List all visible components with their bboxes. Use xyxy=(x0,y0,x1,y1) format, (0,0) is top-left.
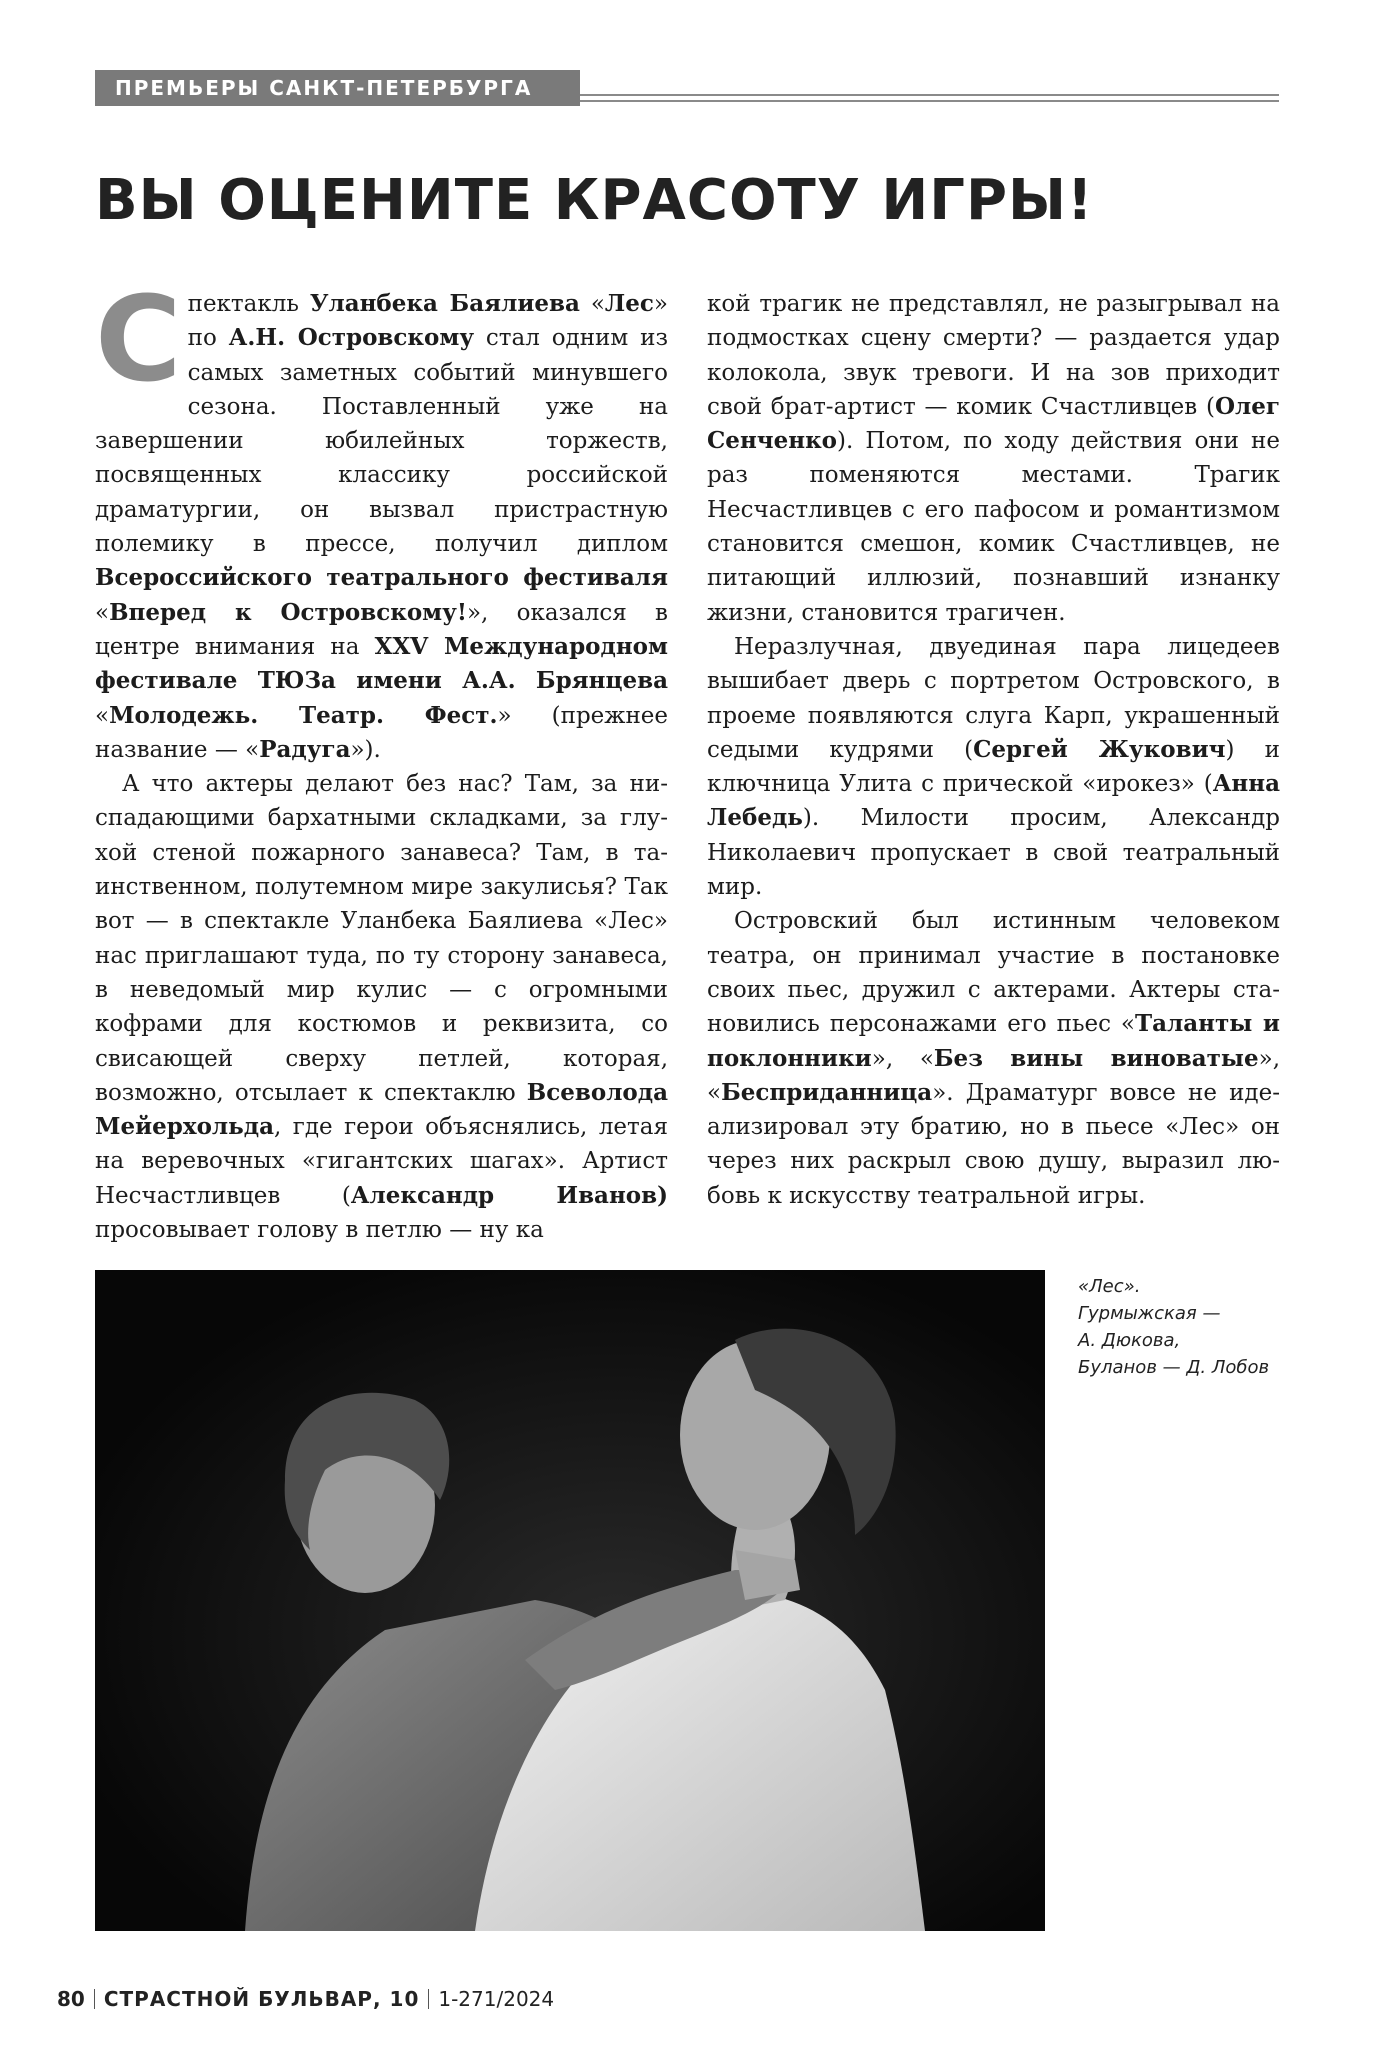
bold-run: Без вины виноватые xyxy=(933,1044,1259,1072)
bold-run: Молодежь. Театр. Фест. xyxy=(109,701,498,729)
article-paragraph xyxy=(707,630,1280,904)
text-run: « xyxy=(95,599,110,626)
bold-run: Анна Лебедь xyxy=(707,770,1280,832)
text-run: кой трагик не представлял, не разыгрывал на подмостках сцену смерти? — раздается удар колокола, звук тревоги. И на зов приходит свой брат-артист — комик Счастливцев ( xyxy=(707,291,1280,420)
article-paragraph xyxy=(95,767,668,1247)
bold-run: Уланбека Баялиева xyxy=(309,290,580,317)
text-run: пектакль xyxy=(187,291,310,317)
text-run: ». Драматург вовсе не идеализировал эту братию, но в пьесе «Лес» он через них раскрыл свою душу, выразил любовь к искусству театральной игры. xyxy=(707,1079,1280,1209)
text-run: « xyxy=(579,291,605,317)
text-run: ) и ключница Улита с прической «ирокез» ( xyxy=(707,736,1280,798)
text-run: », « xyxy=(707,1045,1281,1106)
article-column-right xyxy=(707,287,1280,1213)
photo-caption xyxy=(1078,1273,1288,1381)
caption-line: «Лес». xyxy=(1078,1276,1141,1297)
bold-run: Всероссийского театрального фестиваля xyxy=(95,564,668,592)
article-paragraph xyxy=(707,287,1280,630)
header-rule xyxy=(580,100,1279,102)
drop-cap: С xyxy=(95,270,182,408)
page-number: 80 xyxy=(57,1987,85,2011)
text-run: ). Потом, по ходу действия они не раз поменяются местами. Трагик Несчастливцев с его пафосом и романтизмом становится смешон, комик Счастливцев, не питающий иллюзий, познавший изнанку жизни, становится трагичен. xyxy=(707,428,1280,626)
article-column-left xyxy=(95,270,668,1247)
footer-divider xyxy=(428,1989,429,2009)
text-run: Островский был истинным человеком театра, он принимал участие в постановке своих пьес, дружил с актерами. Актеры становились персонажами его пьес « xyxy=(707,908,1280,1038)
text-run: » по xyxy=(187,291,668,352)
text-run: « xyxy=(95,702,110,729)
bold-run: XXV Международном фестивале ТЮЗа имени А.А. Брянцева xyxy=(95,632,668,695)
bold-run: Бесприданница xyxy=(721,1078,933,1106)
caption-line: Гурмыжская — xyxy=(1078,1303,1221,1324)
text-run: », « xyxy=(871,1045,934,1072)
text-run: Неразлучная, двуединая пара лицедеев вышибает дверь с портретом Островского, в проеме появляются слуга Карп, украшенный седыми кудрями ( xyxy=(707,633,1280,763)
text-run: просовывает голову в петлю — ну ка xyxy=(95,1217,544,1244)
header-rule xyxy=(580,94,1279,96)
bold-run: А.Н. Островскому xyxy=(228,324,475,352)
bold-run: Лес xyxy=(604,290,654,317)
bold-run: Всеволода Мейерхольда xyxy=(95,1078,668,1141)
bold-run: Вперед к Островскому! xyxy=(109,598,467,626)
text-run: »). xyxy=(350,736,381,763)
text-run: А что актеры делают без нас? Там, за ниспадающими бархатными складками, за глухой стеной пожарного занавеса? Там, в таинственном, полутемном мире закулисья? Так вот — в спектакле Уланбека Баялиева «Лес» нас приглашают туда, по ту сторону занавеса, в неведомый мир кулис — с огромными кофрами для костюмов и реквизита, со свисающей сверху петлей, которая, возможно, отсылает к спектаклю xyxy=(95,771,668,1106)
text-run: , где герои объяснялись, летая на веревочных «гигантских шагах». Артист Несчастливцев ( xyxy=(95,1114,668,1209)
text-run: стал одним из самых заметных событий минувшего сезона. Поставленный уже на завершении юбилейных торжеств, посвященных классику российской драматургии, он вызвал пристрастную полемику в прессе, получил диплом xyxy=(95,325,668,558)
right-paragraphs xyxy=(707,287,1280,1213)
text-run: », оказался в центре внимания на xyxy=(95,599,668,660)
stage-photo xyxy=(95,1270,1045,1931)
article-headline: ВЫ ОЦЕНИТЕ КРАСОТУ ИГРЫ! xyxy=(95,168,1094,233)
text-run: ). Милости просим, Александр Николаевич пропускает в свой театральный мир. xyxy=(707,805,1280,901)
bold-run: Таланты и поклонники xyxy=(707,1010,1280,1072)
text-run: » (прежнее название — « xyxy=(95,702,668,763)
bold-run: Радуга xyxy=(259,735,351,763)
caption-line: А. Дюкова, xyxy=(1078,1330,1181,1351)
bold-run: Олег Сенченко xyxy=(707,392,1280,455)
article-paragraph xyxy=(707,904,1280,1213)
section-label: ПРЕМЬЕРЫ САНКТ-ПЕТЕРБУРГА xyxy=(95,70,580,106)
left-paragraphs xyxy=(95,270,668,1247)
bold-run: Сергей Жукович xyxy=(973,735,1226,763)
issue-number: 1-271/2024 xyxy=(438,1987,555,2011)
stage-photo-illustration xyxy=(95,1270,1045,1931)
section-header xyxy=(95,70,1279,106)
footer-divider xyxy=(94,1989,95,2009)
bold-run: Александр Иванов) xyxy=(350,1181,668,1209)
caption-line: Буланов — Д. Лобов xyxy=(1078,1357,1270,1378)
magazine-title: СТРАСТНОЙ БУЛЬВАР, 10 xyxy=(103,1987,420,2011)
page-footer xyxy=(57,1984,554,2014)
